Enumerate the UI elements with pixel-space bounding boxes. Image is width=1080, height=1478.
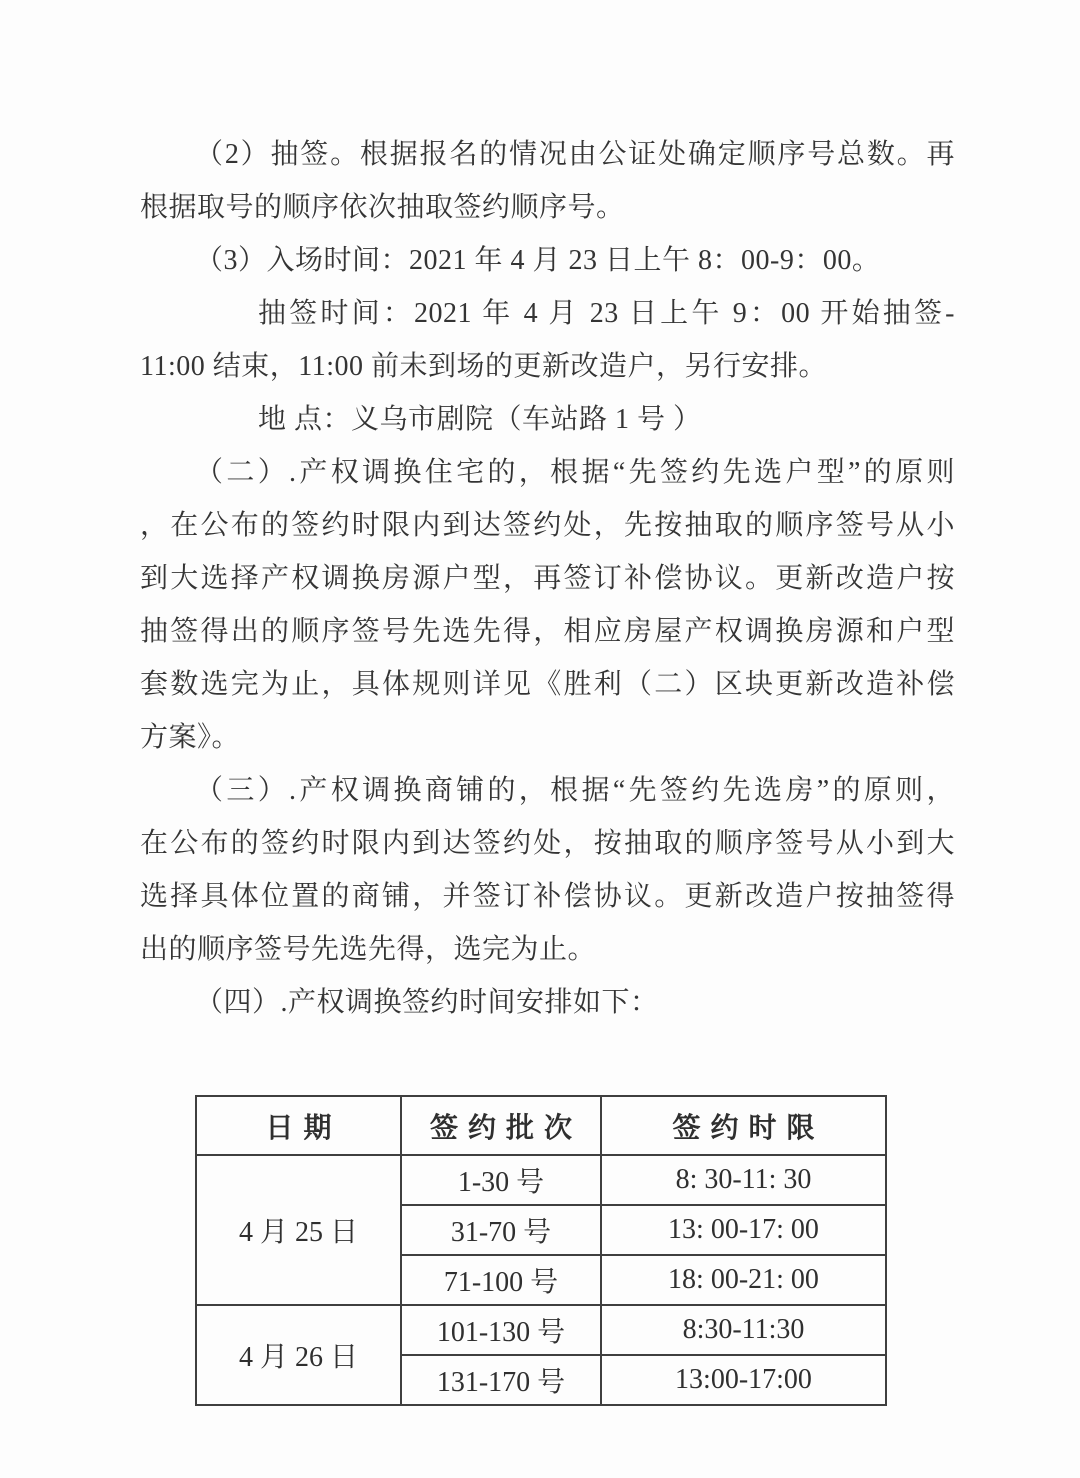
table-row bbox=[196, 1155, 886, 1205]
text-line: ，在公布的签约时限内到达签约处，先按抽取的顺序签号从小 bbox=[140, 510, 955, 541]
table-date-cell: 4 月 26 日 bbox=[196, 1305, 401, 1405]
table-time-cell: 13:00-17:00 bbox=[601, 1355, 886, 1405]
document-lines bbox=[140, 128, 955, 1029]
text-line: 11:00 结束，11:00 前未到场的更新改造户，另行安排。 bbox=[140, 351, 827, 382]
table-body bbox=[196, 1155, 886, 1405]
table-row bbox=[196, 1305, 886, 1355]
table-date-cell: 4 月 25 日 bbox=[196, 1155, 401, 1305]
text-line: （3）入场时间：2021 年 4 月 23 日上午 8：00-9：00。 bbox=[195, 245, 881, 276]
table-header-cell: 日期 bbox=[196, 1096, 401, 1155]
table-time-cell: 13: 00-17: 00 bbox=[601, 1205, 886, 1255]
text-line: （2）抽签。根据报名的情况由公证处确定顺序号总数。再 bbox=[195, 139, 955, 170]
text-line: 抽签得出的顺序签号先选先得，相应房屋产权调换房源和户型 bbox=[140, 616, 955, 647]
text-line: （四）.产权调换签约时间安排如下： bbox=[195, 987, 659, 1018]
text-line: 抽签时间：2021 年 4 月 23 日上午 9：00 开始抽签- bbox=[258, 298, 955, 329]
text-line: 套数选完为止，具体规则详见《胜利（二）区块更新改造补偿 bbox=[140, 669, 955, 700]
text-line: （二）.产权调换住宅的，根据“先签约先选户型”的原则 bbox=[195, 457, 955, 488]
table-time-cell: 18: 00-21: 00 bbox=[601, 1255, 886, 1305]
text-line: 在公布的签约时限内到达签约处，按抽取的顺序签号从小到大 bbox=[140, 828, 955, 859]
table-header-row bbox=[196, 1096, 886, 1155]
table-batch-cell: 31-70 号 bbox=[401, 1205, 601, 1255]
signing-schedule-table bbox=[195, 1095, 887, 1406]
table-batch-cell: 131-170 号 bbox=[401, 1355, 601, 1405]
text-line: 到大选择产权调换房源户型，再签订补偿协议。更新改造户按 bbox=[140, 563, 955, 594]
text-line: （三）.产权调换商铺的，根据“先签约先选房”的原则， bbox=[195, 775, 955, 806]
table-batch-cell: 71-100 号 bbox=[401, 1255, 601, 1305]
text-line: 选择具体位置的商铺，并签订补偿协议。更新改造户按抽签得 bbox=[140, 881, 955, 912]
text-line: 方案》。 bbox=[140, 722, 241, 753]
table-header-cell: 签约批次 bbox=[401, 1096, 601, 1155]
table-header-cell: 签约时限 bbox=[601, 1096, 886, 1155]
table-batch-cell: 101-130 号 bbox=[401, 1305, 601, 1355]
text-line: 根据取号的顺序依次抽取签约顺序号。 bbox=[140, 192, 625, 223]
table-batch-cell: 1-30 号 bbox=[401, 1155, 601, 1205]
text-line: 地 点：义乌市剧院（车站路 1 号 ） bbox=[258, 404, 702, 435]
text-line: 出的顺序签号先选先得，选完为止。 bbox=[140, 934, 597, 965]
table-time-cell: 8:30-11:30 bbox=[601, 1305, 886, 1355]
table-time-cell: 8: 30-11: 30 bbox=[601, 1155, 886, 1205]
